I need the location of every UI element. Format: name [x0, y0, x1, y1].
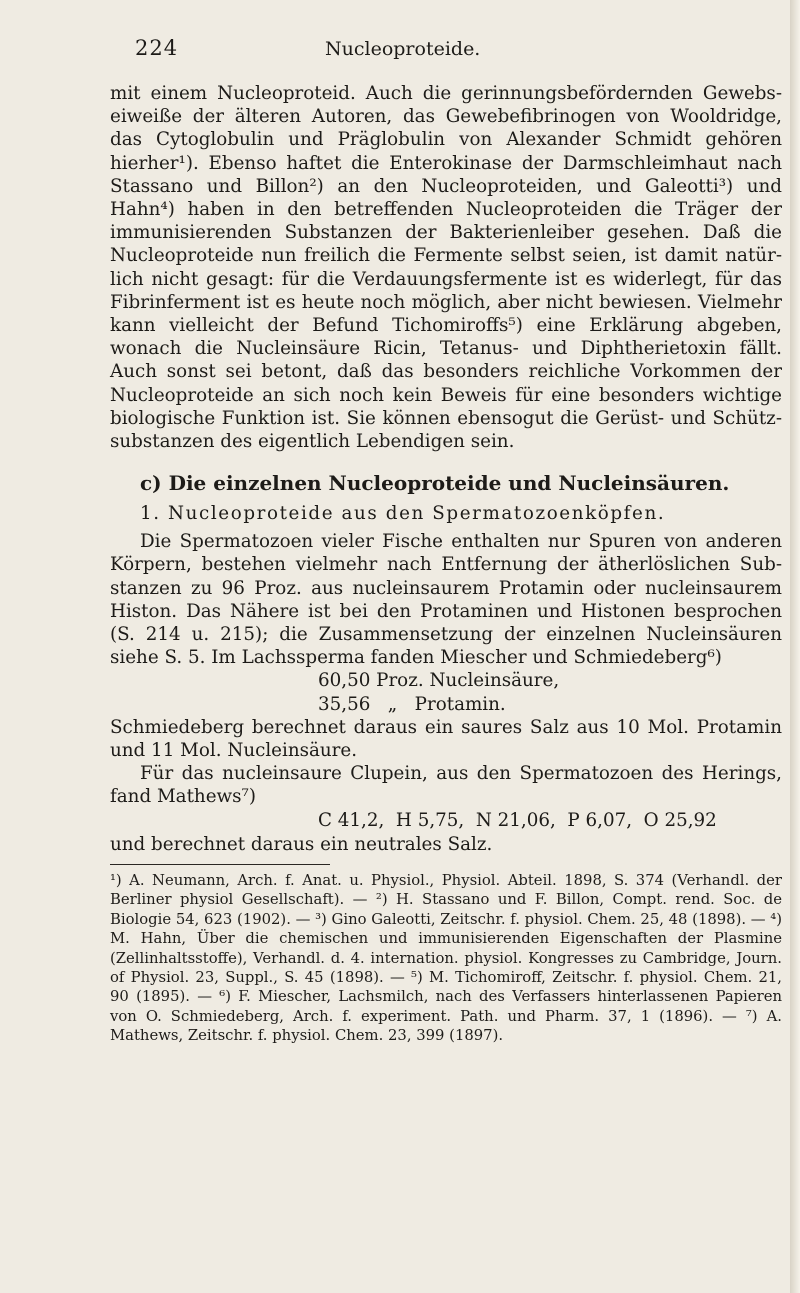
section-title: c) Die einzelnen Nucleoproteide und Nucleinsäuren. [140, 471, 730, 496]
page-number: 224 [135, 36, 179, 60]
paragraph-intro: mit einem Nucleoproteid. Auch die gerinnungsbefördernden Gewebseiweiße der älteren Autoren, das Gewebefibrinogen von Wooldridge, das Cytoglobulin und Präglobulin von Alexander Schmidt gehören hierher¹). Ebenso haftet die Enterokinase der Darmschleimhaut nach Stassano und Billon²) an den Nucleoproteiden, und Galeotti³) und Hahn⁴) haben in den betreffenden Nucleoproteiden die Träger der immunisierenden Substanzen der Bakterienleiber gesehen. Daß die Nucleoproteide nun freilich die Fermente selbst seien, ist damit natürlich nicht gesagt: für die Verdauungsfermente ist es widerlegt, für das Fibrinferment ist es heute noch möglich, aber nicht bewiesen. Vielmehr kann vielleicht der Befund Tichomiroffs⁵) eine Erklärung abgeben, wonach die Nucleinsäure Ricin, Tetanus- und Diphtherietoxin fällt. Auch sonst sei betont, daß das besonders reichliche Vorkommen der Nucleoproteide an sich noch kein Beweis für eine besonders wichtige biologische Funktion ist. Sie können ebensogut die Gerüst- und Schützsubstanzen des eigentlich Lebendigen sein. [110, 83, 782, 453]
paragraph-schmiedeberg: Schmiedeberg berechnet daraus ein saures Salz aus 10 Mol. Protamin und 11 Mol. Nucleinsäure. [110, 716, 782, 762]
running-head: Nucleoproteide. [325, 38, 481, 60]
paragraph-neutral-salt: und berechnet daraus ein neutrales Salz. [110, 833, 493, 855]
paragraph-spermatozoen: Die Spermatozoen vieler Fische enthalten nur Spuren von anderen Körpern, bestehen vielmehr nach Entfernung der ätherlöslichen Substanzen zu 96 Proz. aus nucleinsaurem Protamin oder nucleinsaurem Histon. Das Nähere ist bei den Protaminen und Histonen besprochen (S. 214 u. 215); die Zusammensetzung der einzelnen Nucleinsäuren siehe S. 5. Im Lachssperma fanden Miescher und Schmiedeberg⁶) [110, 531, 782, 669]
paragraph-clupein: Für das nucleinsaure Clupein, aus den Spermatozoen des Herings, fand Mathews⁷) [110, 763, 782, 808]
elemental-formula: C 41,2, H 5,75, N 21,06, P 6,07, O 25,92 [318, 809, 717, 831]
page-edge-shadow [790, 0, 800, 1293]
page-header [135, 36, 735, 64]
footnotes: ¹) A. Neumann, Arch. f. Anat. u. Physiol., Physiol. Abteil. 1898, S. 374 (Verhandl. der Berliner physiol Gesellschaft). — ²) H. Stassano und F. Billon, Compt. rend. Soc. de Biologie 54, 623 (1902). — ³) Gino Galeotti, Zeitschr. f. physiol. Chem. 25, 48 (1898). — ⁴) M. Hahn, Über die chemischen und immunisierenden Eigenschaften der Plasmine (Zellinhaltsstoffe), Verhandl. d. 4. internation. physiol. Kongresses zu Cambridge, Journ. of Physiol. 23, Suppl., S. 45 (1898). — ⁵) M. Tichomiroff, Zeitschr. f. physiol. Chem. 21, 90 (1895). — ⁶) F. Miescher, Lachsmilch, nach des Verfassers hinterlassenen Papieren von O. Schmiedeberg, Arch. f. experiment. Path. und Pharm. 37, 1 (1896). — ⁷) A. Mathews, Zeitschr. f. physiol. Chem. 23, 399 (1897). [110, 871, 782, 1045]
sub-heading: 1. Nucleoproteide aus den Spermatozoenköpfen. [140, 503, 666, 525]
footnote-divider [110, 864, 330, 865]
composition-value-1: 60,50 Proz. Nucleinsäure, [318, 670, 560, 692]
composition-value-2: 35,56 „ Protamin. [318, 693, 506, 715]
page-body [110, 82, 782, 1046]
